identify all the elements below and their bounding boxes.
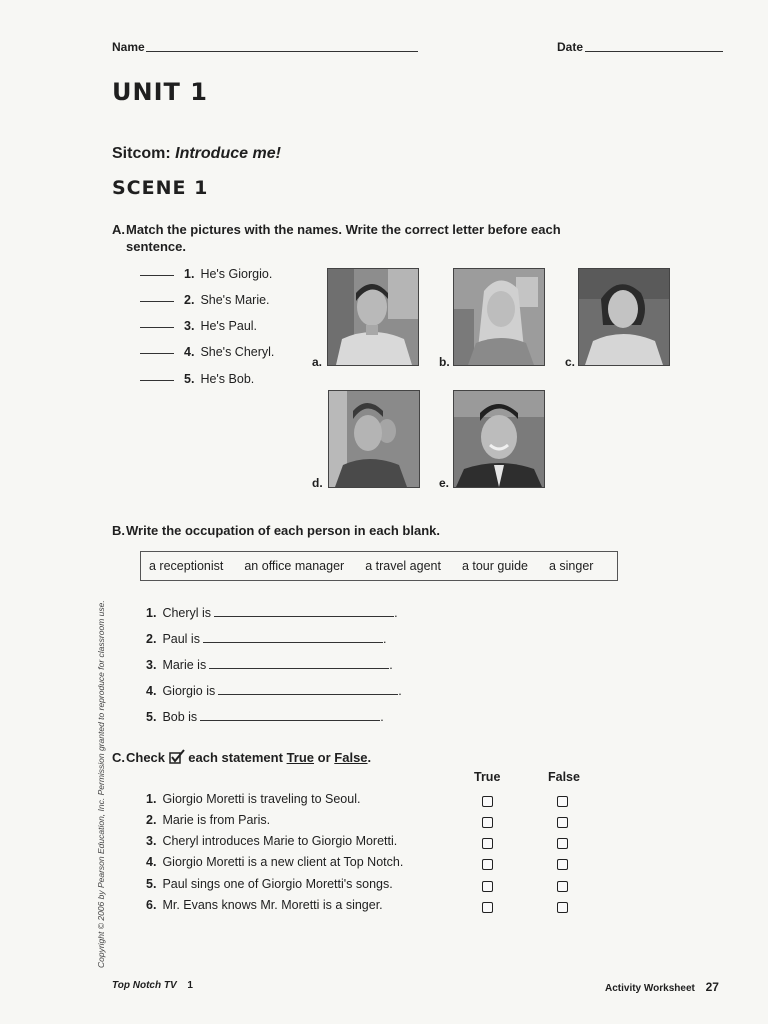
false-checkbox[interactable] [557,902,568,913]
section-b-text: Write the occupation of each person in each blank. [126,523,440,538]
sitcom-label: Sitcom: [112,145,171,162]
statement-text: Cheryl introduces Marie to Giorgio Moretti. [162,834,398,848]
item-number: 4. [146,855,157,869]
footer-right [605,980,719,994]
name-field[interactable] [146,51,418,52]
answer-blank[interactable] [140,301,174,302]
item-number: 1. [146,792,157,806]
item-text: Giorgio is [162,684,216,698]
or-word: or [317,750,331,765]
date-label: Date [557,40,584,54]
photo-label-c: c. [565,355,576,369]
answer-blank[interactable] [140,353,174,354]
section-c-text [126,749,566,766]
item-number: 6. [146,898,157,912]
occupation-item-1 [146,605,398,620]
statement-row-5 [146,877,393,891]
section-a-text: Match the pictures with the names. Write the correct letter before each sentence. [126,222,561,254]
photo-label-b: b. [439,355,450,369]
item-number: 1. [184,267,195,281]
match-item-3 [140,319,257,337]
match-item-4 [140,345,274,363]
item-text: Bob is [162,710,198,724]
word-bank-item: an office manager [244,559,345,573]
statement-text: Paul sings one of Giorgio Moretti's songs. [162,877,393,891]
woman-portrait-icon [579,269,669,365]
item-number: 3. [146,834,157,848]
match-item-1 [140,267,272,285]
answer-blank[interactable] [140,275,174,276]
item-end: . [389,658,393,672]
word-bank [140,551,618,581]
false-checkbox[interactable] [557,817,568,828]
section-b-letter: B. [112,523,125,538]
section-c-instruction [112,749,572,767]
photo-label-e: e. [439,476,450,490]
item-number: 5. [146,710,157,724]
match-item-5 [140,372,254,390]
occupation-blank[interactable] [209,657,389,669]
item-number: 4. [184,345,195,359]
item-number: 3. [146,658,157,672]
item-end: . [380,710,384,724]
occupation-blank[interactable] [200,709,380,721]
unit-title: UNIT 1 [112,78,208,106]
statement-row-1 [146,792,360,806]
true-checkbox[interactable] [482,859,493,870]
sitcom-title [112,145,281,163]
item-text: Marie is [162,658,207,672]
statement-text: Giorgio Moretti is a new client at Top Notch. [162,855,404,869]
item-text: She's Cheryl. [200,345,275,359]
photo-label-d: d. [312,476,323,490]
occupation-item-2 [146,631,386,646]
photo-b [453,268,545,366]
true-column-header: True [474,770,501,784]
page-number: 27 [705,980,719,994]
true-word: True [286,750,315,765]
occupation-blank[interactable] [214,605,394,617]
item-number: 5. [146,877,157,891]
photo-a [327,268,419,366]
false-checkbox[interactable] [557,796,568,807]
woman-portrait-icon [454,269,544,365]
sitcom-episode: Introduce me! [175,145,281,162]
false-word: False [334,750,368,765]
occupation-item-5 [146,709,384,724]
word-bank-item: a travel agent [365,559,441,573]
statement-row-2 [146,813,270,827]
item-number: 2. [146,813,157,827]
answer-blank[interactable] [140,380,174,381]
item-number: 3. [184,319,195,333]
section-a-instruction [112,221,572,257]
item-text: Paul is [162,632,200,646]
item-number: 2. [146,632,157,646]
true-checkbox[interactable] [482,881,493,892]
checked-box-icon [169,749,185,764]
section-b-instruction [112,522,572,540]
item-text: He's Paul. [200,319,258,333]
item-number: 5. [184,372,195,386]
occupation-item-4 [146,683,402,698]
photo-c [578,268,670,366]
statement-text: Mr. Evans knows Mr. Moretti is a singer. [162,898,383,912]
footer-worksheet-label: Activity Worksheet [605,983,695,994]
occupation-blank[interactable] [203,631,383,643]
occupation-item-3 [146,657,393,672]
item-text: Cheryl is [162,606,212,620]
false-checkbox[interactable] [557,881,568,892]
match-item-2 [140,293,270,311]
statement-row-6 [146,898,383,912]
item-number: 1. [146,606,157,620]
item-number: 2. [184,293,195,307]
photo-label-a: a. [312,355,323,369]
photo-e [453,390,545,488]
false-column-header: False [548,770,580,784]
each-statement-text: each statement [188,750,283,765]
false-checkbox[interactable] [557,838,568,849]
footer-series: Top Notch TV [112,980,177,991]
true-checkbox[interactable] [482,796,493,807]
item-end: . [398,684,402,698]
true-checkbox[interactable] [482,838,493,849]
word-bank-item: a receptionist [149,559,224,573]
statement-text: Giorgio Moretti is traveling to Seoul. [162,792,361,806]
word-bank-item: a tour guide [461,559,528,573]
false-checkbox[interactable] [557,859,568,870]
occupation-blank[interactable] [218,683,398,695]
true-checkbox[interactable] [482,817,493,828]
check-label: Check [126,750,166,765]
item-end: . [394,606,398,620]
man-portrait-icon [328,269,418,365]
name-label: Name [112,40,145,54]
scene-title: SCENE 1 [112,177,209,199]
word-bank-item: a singer [548,559,594,573]
item-number: 4. [146,684,157,698]
footer-left [112,980,193,991]
statement-row-4 [146,855,403,869]
photo-d [328,390,420,488]
item-text: He's Bob. [200,372,255,386]
section-a-letter: A. [112,222,125,237]
item-text: He's Giorgio. [200,267,273,281]
item-text: She's Marie. [200,293,270,307]
date-field[interactable] [585,51,723,52]
footer-episode: 1 [187,980,193,991]
period: . [367,750,372,765]
item-end: . [382,632,387,646]
man-portrait-icon [329,391,419,487]
answer-blank[interactable] [140,327,174,328]
section-c-letter: C. [112,750,125,765]
true-checkbox[interactable] [482,902,493,913]
man-portrait-icon [454,391,544,487]
copyright-notice: Copyright © 2006 by Pearson Education, Inc. Permission granted to reproduce for classroom use. [96,600,106,968]
statement-row-3 [146,834,397,848]
statement-text: Marie is from Paris. [162,813,271,827]
